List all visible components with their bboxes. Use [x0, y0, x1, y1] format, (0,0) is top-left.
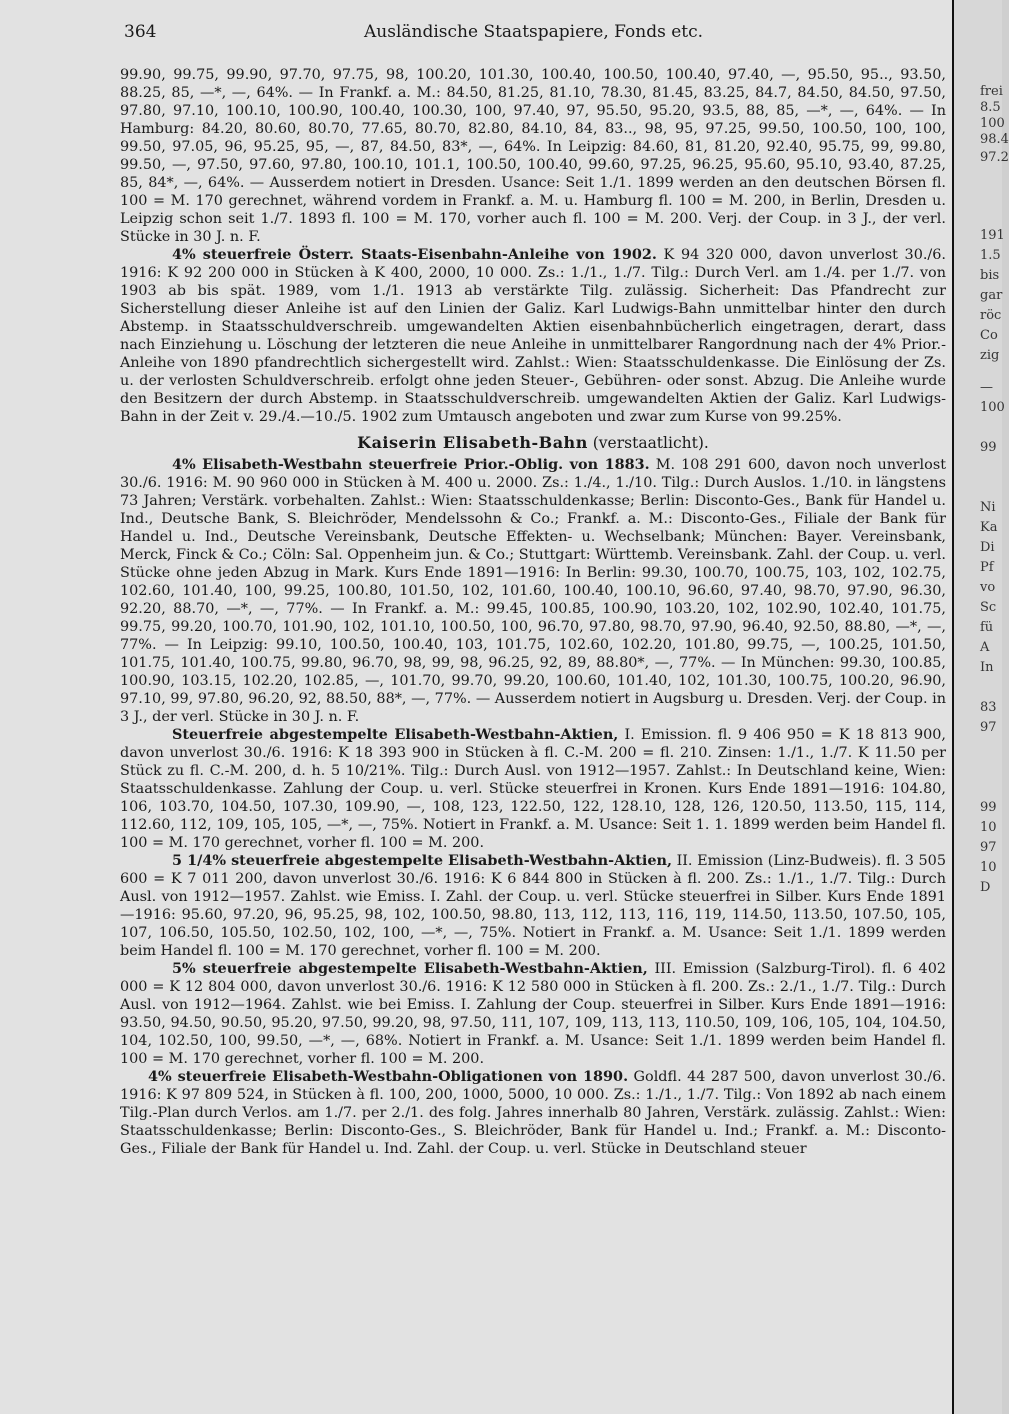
page-number: 364 [124, 22, 157, 42]
margin-fragment: 83 [980, 700, 997, 715]
margin-fragment: 10 [980, 860, 997, 875]
margin-fragment: Co [980, 328, 998, 343]
entry-title: 4% steuerfreie Elisabeth-Westbahn-Obligationen von 1890. [148, 1068, 629, 1085]
entry-title: 5 1/4% steuerfreie abgestempelte Elisabeth-Westbahn-Aktien, [172, 852, 672, 869]
margin-fragment: 97.2 [980, 150, 1009, 165]
margin-fragment: 8.5 [980, 100, 1001, 115]
entry-title: 5% steuerfreie abgestempelte Elisabeth-Westbahn-Aktien, [172, 960, 648, 977]
entry-text: II. Emission (Linz-Budweis). fl. 3 505 600 = K 7 011 200, davon unverlost 30./6. 1916: K 6 844 800 in Stücken à fl. 200. Zs.: 1./1., 1./7. Tilg.: Durch Ausl. von 1912—1957. Zahlst. wie Emiss. I. Zahl. der Coup. u. verl. Stücke steuerfrei in Silber. Kurs Ende 1891—1916: 95.60, 97.20, 96, 95.25, 98, 102, 100.50, 98.80, 113, 112, 113, 116, 119, 114.50, 113.50, 107.50, 105, 107, 106.50, 105.50, 102.50, 102, 100, —*, —, 75%. Notiert in Frankf. a. M. Usance: Seit 1./1. 1899 werden beim Handel fl. 100 = M. 170 gerechnet, vorher fl. 100 = M. 200. [120, 853, 946, 959]
paragraph-aktien-emission-2 [120, 852, 946, 960]
margin-fragment: 97 [980, 720, 997, 735]
entry-title: 4% Elisabeth-Westbahn steuerfreie Prior.-Oblig. von 1883. [172, 456, 650, 473]
paragraph-aktien-emission-3 [120, 960, 946, 1068]
adjacent-page-edge [952, 0, 1009, 1414]
margin-fragment: gar [980, 288, 1003, 303]
margin-fragment: Di [980, 540, 995, 555]
page-content [120, 66, 946, 1158]
margin-fragment: Pf [980, 560, 994, 575]
margin-fragment: röc [980, 308, 1002, 323]
paragraph-obligationen-1890 [120, 1068, 946, 1158]
margin-fragment: — [980, 380, 993, 395]
margin-fragment: fü [980, 620, 994, 635]
margin-fragment: 191 [980, 228, 1005, 243]
paragraph-continuation [120, 66, 946, 246]
section-heading [120, 434, 946, 452]
margin-fragment: 99 [980, 800, 997, 815]
margin-fragment: bis [980, 268, 1000, 283]
entry-text: III. Emission (Salzburg-Tirol). fl. 6 402 000 = K 12 804 000, davon unverlost 30./6. 1916: K 12 580 000 in Stücken à fl. 200. Zs.: 2./1., 1./7. Tilg.: Durch Ausl. von 1912—1964. Zahlst. wie bei Emiss. I. Zahlung der Coup. steuerfrei in Silber. Kurs Ende 1891—1916: 93.50, 94.50, 90.50, 95.20, 97.50, 99.20, 98, 97.50, 111, 107, 109, 113, 113, 110.50, 109, 106, 105, 104, 104.50, 104, 102.50, 100, 99.50, —*, —, 68%. Notiert in Frankf. a. M. Usance: Seit 1./1. 1899 werden beim Handel fl. 100 = M. 170 gerechnet, vorher fl. 100 = M. 200. [120, 961, 947, 1067]
paragraph-prior-oblig-1883 [120, 456, 946, 726]
margin-fragment: Ni [980, 500, 996, 515]
margin-fragment: A [980, 640, 990, 655]
running-title: Ausländische Staatspapiere, Fonds etc. [364, 22, 704, 42]
paragraph-staats-eisenbahn-anleihe [120, 246, 946, 426]
margin-fragment: 98.4 [980, 132, 1009, 147]
margin-fragment: 100 [980, 116, 1005, 131]
margin-fragment: 1.5 [980, 248, 1001, 263]
paragraph-text: 99.90, 99.75, 99.90, 97.70, 97.75, 98, 100.20, 101.30, 100.40, 100.50, 100.40, 97.40, —, 95.50, 95.., 93.50, 88.25, 85, —*, —, 64%. — In Frankf. a. M.: 84.50, 81.25, 81.10, 78.30, 81.45, 83.25, 84.7, 84.50, 84.50, 97.50, 97.80, 97.10, 100.10, 100.90, 100.40, 100.30, 100, 97.40, 97, 95.50, 95.20, 93.5, 88, 85, —*, —, 64%. — In Hamburg: 84.20, 80.60, 80.70, 77.65, 80.70, 82.80, 84.10, 84, 83.., 98, 95, 97.25, 99.50, 100.50, 100, 100, 99.50, 97.05, 96, 95.25, 95, —, 87, 84.50, 83*, —, 64%. In Leipzig: 84.60, 81, 81.20, 92.40, 95.75, 99, 99.80, 99.50, —, 97.50, 97.60, 97.80, 100.10, 101.1, 100.50, 100.40, 99.60, 97.25, 96.25, 95.60, 95.10, 93.40, 87.25, 85, 84*, —, 64%. — Ausserdem notiert in Dresden. Usance: Seit 1./1. 1899 werden an den deutschen Börsen fl. 100 = M. 170 gerechnet, während vordem in Frankf. a. M. u. Hamburg fl. 100 = M. 200, in Berlin, Dresden u. Leipzig schon seit 1./7. 1893 fl. 100 = M. 170, vorher auch fl. 100 = M. 200. Verj. der Coup. in 3 J., der verl. Stücke in 30 J. n. F. [120, 67, 946, 245]
entry-text: K 94 320 000, davon unverlost 30./6. 1916: K 92 200 000 in Stücken à K 400, 2000, 10 000. Zs.: 1./1., 1./7. Tilg.: Durch Verl. am 1./4. per 1./7. von 1903 ab bis spät. 1989, vom 1./1. 1913 ab verstärkte Tilg. zulässig. Sicherheit: Das Pfandrecht zur Sicherstellung dieser Anleihe ist auf den Linien der Galiz. Karl Ludwigs-Bahn unmittelbar hinter den durch Abstemp. in Staatsschuldverschreib. umgewandelten Aktien eisenbahnbücherlich eingetragen, derart, dass nach Einziehung u. Löschung der letzteren die neue Anleihe in unmittelbarer Rangordnung nach der 4% Prior.-Anleihe von 1890 pfandrechtlich sichergestellt wird. Zahlst.: Wien: Staatsschuldenkasse. Die Einlösung der Zs. u. der verlosten Schuldverschreib. erfolgt ohne jeden Steuer-, Gebühren- oder sonst. Abzug. Die Anleihe wurde den Besitzern der durch Abstemp. in Staatsschuldverschreib. umgewandelten Aktien der Galiz. Karl Ludwigs-Bahn in der Zeit v. 29./4.—10./5. 1902 zum Umtausch angeboten und zwar zum Kurse von 99.25%. [120, 247, 947, 425]
page-header [124, 22, 922, 46]
paragraph-aktien-emission-1 [120, 726, 946, 852]
section-title: Kaiserin Elisabeth-Bahn [357, 433, 588, 452]
margin-fragment: D [980, 880, 991, 895]
margin-fragment: 97 [980, 840, 997, 855]
margin-fragment: In [980, 660, 994, 675]
margin-fragment: 100 [980, 400, 1005, 415]
entry-text: M. 108 291 600, davon noch unverlost 30./6. 1916: M. 90 960 000 in Stücken à M. 400 u. 2000. Zs.: 1./4., 1./10. Tilg.: Durch Auslos. 1./10. in längstens 73 Jahren; Verstärk. vorbehalten. Zahlst.: Wien: Staatsschuldenkasse; Berlin: Disconto-Ges., Bank für Handel u. Ind., Deutsche Bank, S. Bleichröder, Mendelssohn & Co.; Frankf. a. M.: Disconto-Ges., Filiale der Bank für Handel u. Ind., Deutsche Vereinsbank, Deutsche Effekten- u. Wechselbank; München: Bayer. Vereinsbank, Merck, Finck & Co.; Cöln: Sal. Oppenheim jun. & Co.; Stuttgart: Württemb. Vereinsbank. Zahl. der Coup. u. verl. Stücke ohne jeden Abzug in Mark. Kurs Ende 1891—1916: In Berlin: 99.30, 100.70, 100.75, 103, 102, 102.75, 102.60, 101.40, 100, 99.25, 100.80, 101.50, 102, 101.60, 100.40, 100.10, 96.60, 97.40, 98.70, 97.90, 96.30, 92.20, 88.70, —*, —, 77%. — In Frankf. a. M.: 99.45, 100.85, 100.90, 103.20, 102, 102.90, 102.40, 101.75, 99.75, 99.20, 100.70, 101.90, 102, 101.10, 100.50, 100, 96.70, 97.80, 98.70, 97.90, 96.40, 92.50, 88.80, —*, —, 77%. — In Leipzig: 99.10, 100.50, 100.40, 103, 101.75, 102.60, 102.20, 101.80, 99.75, —, 100.25, 101.50, 101.75, 101.40, 100.75, 99.80, 96.70, 98, 99, 98, 96.25, 92, 89, 88.80*, —, 77%. — In München: 99.30, 100.85, 100.90, 103.15, 102.20, 102.85, —, 101.70, 99.70, 99.20, 100.60, 101.40, 102, 101.30, 100.75, 100.20, 96.90, 97.10, 99, 97.80, 96.20, 92, 88.50, 88*, —, 77%. — Ausserdem notiert in Augsburg u. Dresden. Verj. der Coup. in 3 J., der verl. Stücke in 30 J. n. F. [120, 457, 946, 725]
margin-fragment: frei [980, 84, 1003, 99]
margin-fragment: 10 [980, 820, 997, 835]
margin-fragment: Sc [980, 600, 997, 615]
margin-fragment: 99 [980, 440, 997, 455]
section-note: (verstaatlicht). [587, 434, 709, 452]
margin-fragment: Ka [980, 520, 998, 535]
margin-fragment: vo [980, 580, 996, 595]
entry-text: Goldfl. 44 287 500, davon unverlost 30./6. 1916: K 97 809 524, in Stücken à fl. 100, 200, 1000, 5000, 10 000. Zs.: 1./1., 1./7. Tilg.: Von 1892 ab nach einem Tilg.-Plan durch Verlos. am 1./7. per 2./1. des folg. Jahres innerhalb 80 Jahren, Verstärk. zulässig. Zahlst.: Wien: Staatsschuldenkasse; Berlin: Disconto-Ges., S. Bleichröder, Bank für Handel u. Ind.; Frankf. a. M.: Disconto-Ges., Filiale der Bank für Handel u. Ind. Zahl. der Coup. u. verl. Stücke in Deutschland steuer [120, 1069, 946, 1157]
entry-title: Steuerfreie abgestempelte Elisabeth-Westbahn-Aktien, [172, 726, 619, 743]
margin-fragment: zig [980, 348, 1000, 363]
entry-text: I. Emission. fl. 9 406 950 = K 18 813 900, davon unverlost 30./6. 1916: K 18 393 900 in Stücken à fl. C.-M. 200 = fl. 210. Zinsen: 1./1., 1./7. K 11.50 per Stück zu fl. C.-M. 200, d. h. 5 10/21%. Tilg.: Durch Ausl. von 1912—1957. Zahlst.: In Deutschland keine, Wien: Staatsschuldenkasse. Zahlung der Coup. u. verl. Stücke steuerfrei in Kronen. Kurs Ende 1891—1916: 104.80, 106, 103.70, 104.50, 107.30, 109.90, —, 108, 123, 122.50, 122, 128.10, 128, 126, 120.50, 113.50, 115, 114, 112.60, 112, 109, 105, 105, —*, —, 75%. Notiert in Frankf. a. M. Usance: Seit 1. 1. 1899 werden beim Handel fl. 100 = M. 170 gerechnet, vorher fl. 100 = M. 200. [120, 727, 946, 851]
entry-title: 4% steuerfreie Österr. Staats-Eisenbahn-Anleihe von 1902. [172, 246, 657, 263]
